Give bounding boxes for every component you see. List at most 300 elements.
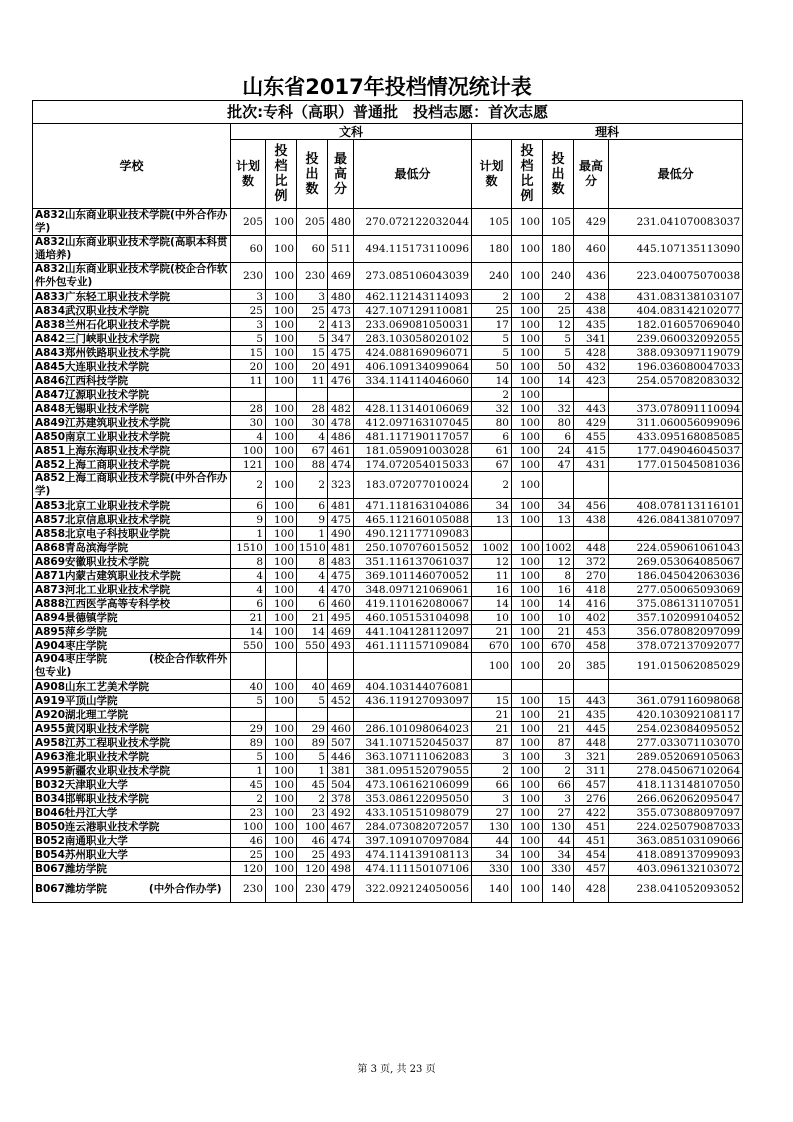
school-name: A833广东轻工职业技术学院 (33, 290, 231, 304)
like-cell: 27 (543, 806, 574, 820)
school-name: B067潍坊学院 (33, 862, 231, 876)
like-cell: 431.083138103107 (609, 290, 743, 304)
school-name: A908山东工艺美术学院 (33, 680, 231, 694)
school-name: A846江西科技学院 (33, 374, 231, 388)
wenke-cell: 1510 (297, 541, 328, 555)
like-cell: 330 (472, 862, 512, 876)
school-name: A852上海工商职业技术学院 (33, 458, 231, 472)
table-row (33, 611, 743, 625)
wenke-cell: 15 (231, 346, 266, 360)
like-cell: 2 (543, 764, 574, 778)
table-row (33, 639, 743, 653)
wenke-cell: 60 (297, 236, 328, 263)
school-name: B050连云港职业技术学院 (33, 820, 231, 834)
school-name: A842三门峡职业技术学院 (33, 332, 231, 346)
like-cell: 311 (574, 764, 609, 778)
like-cell: 357.102099104052 (609, 611, 743, 625)
table-row (33, 541, 743, 555)
like-cell: 451 (574, 820, 609, 834)
school-name: A843郑州铁路职业技术学院 (33, 346, 231, 360)
school-name: B067潍坊学院 (中外合作办学) (33, 876, 231, 903)
wenke-cell: 493 (328, 639, 354, 653)
wenke-cell: 495 (328, 611, 354, 625)
like-cell: 100 (512, 541, 543, 555)
like-cell: 388.093097119079 (609, 346, 743, 360)
table-row (33, 527, 743, 541)
wenke-cell: 46 (297, 834, 328, 848)
like-cell: 16 (472, 583, 512, 597)
wenke-cell: 30 (231, 416, 266, 430)
wenke-cell (266, 653, 297, 680)
like-cell: 269.053064085067 (609, 555, 743, 569)
like-cell: 429 (574, 416, 609, 430)
wenke-cell: 20 (297, 360, 328, 374)
like-cell: 385 (574, 653, 609, 680)
like-cell: 25 (472, 304, 512, 318)
wenke-cell: 2 (297, 472, 328, 499)
wenke-cell: 498 (328, 862, 354, 876)
wenke-cell: 283.103058020102 (354, 332, 472, 346)
like-cell (609, 527, 743, 541)
wenke-cell: 353.086122095050 (354, 792, 472, 806)
wenke-cell: 479 (328, 876, 354, 903)
like-cell (472, 527, 512, 541)
like-cell: 100 (512, 736, 543, 750)
wenke-cell: 473 (328, 304, 354, 318)
wenke-cell: 424.088169096071 (354, 346, 472, 360)
table-row (33, 653, 743, 680)
like-cell: 100 (512, 848, 543, 862)
wenke-cell: 121 (231, 458, 266, 472)
like-cell: 100 (512, 444, 543, 458)
wenke-cell: 428.113140106069 (354, 402, 472, 416)
like-cell: 3 (472, 792, 512, 806)
wenke-cell: 100 (266, 862, 297, 876)
wenke-cell: 100 (266, 611, 297, 625)
like-cell: 21 (543, 625, 574, 639)
wenke-cell: 30 (297, 416, 328, 430)
wenke-cell: 1 (297, 764, 328, 778)
wenke-cell: 482 (328, 402, 354, 416)
like-cell (512, 527, 543, 541)
like-cell: 341 (574, 332, 609, 346)
wenke-cell: 100 (266, 541, 297, 555)
header-like-out: 投出数 (543, 140, 574, 209)
table-row (33, 318, 743, 332)
wenke-cell: 474.111150107106 (354, 862, 472, 876)
like-cell: 13 (543, 513, 574, 527)
like-cell: 2 (472, 764, 512, 778)
wenke-cell: 100 (266, 472, 297, 499)
wenke-cell: 5 (297, 750, 328, 764)
wenke-cell: 481 (328, 499, 354, 513)
school-name: A832山东商业职业技术学院(校企合作软件外包专业) (33, 263, 231, 290)
like-cell (472, 680, 512, 694)
like-cell: 100 (512, 318, 543, 332)
wenke-cell: 474.114139108113 (354, 848, 472, 862)
like-cell: 454 (574, 848, 609, 862)
like-cell: 670 (472, 639, 512, 653)
like-cell: 277.033071103070 (609, 736, 743, 750)
wenke-cell: 378 (328, 792, 354, 806)
like-cell: 415 (574, 444, 609, 458)
school-name: A851上海东海职业技术学院 (33, 444, 231, 458)
wenke-cell: 322.092124050056 (354, 876, 472, 903)
wenke-cell: 67 (297, 444, 328, 458)
like-cell: 21 (472, 722, 512, 736)
table-row (33, 625, 743, 639)
wenke-cell: 481.117190117057 (354, 430, 472, 444)
wenke-cell: 397.109107097084 (354, 834, 472, 848)
wenke-cell: 347 (328, 332, 354, 346)
wenke-cell: 21 (297, 611, 328, 625)
wenke-cell: 100 (266, 876, 297, 903)
table-row (33, 472, 743, 499)
wenke-cell: 100 (266, 597, 297, 611)
like-cell: 453 (574, 625, 609, 639)
table-row (33, 430, 743, 444)
like-cell: 100 (512, 458, 543, 472)
wenke-cell: 480 (328, 290, 354, 304)
like-cell: 448 (574, 541, 609, 555)
like-cell: 80 (543, 416, 574, 430)
like-cell: 422 (574, 806, 609, 820)
like-cell: 438 (574, 290, 609, 304)
like-cell: 456 (574, 499, 609, 513)
wenke-cell: 100 (266, 346, 297, 360)
like-cell: 418.089137099093 (609, 848, 743, 862)
wenke-cell: 100 (266, 625, 297, 639)
like-cell: 231.041070083037 (609, 209, 743, 236)
wenke-cell: 14 (231, 625, 266, 639)
school-name: B052南通职业大学 (33, 834, 231, 848)
table-row (33, 876, 743, 903)
like-cell: 100 (512, 236, 543, 263)
school-name: A895萍乡学院 (33, 625, 231, 639)
like-cell: 373.078091110094 (609, 402, 743, 416)
page-title: 山东省2017年投档情况统计表 (242, 75, 532, 99)
header-like-min: 最低分 (609, 140, 743, 209)
wenke-cell: 11 (297, 374, 328, 388)
wenke-cell: 230 (231, 263, 266, 290)
header-school: 学校 (33, 124, 231, 209)
like-cell: 140 (472, 876, 512, 903)
like-cell (543, 527, 574, 541)
wenke-cell: 100 (266, 318, 297, 332)
wenke-cell: 474 (328, 834, 354, 848)
like-cell: 100 (512, 764, 543, 778)
like-cell: 14 (472, 597, 512, 611)
like-cell: 423 (574, 374, 609, 388)
like-cell: 180 (543, 236, 574, 263)
wenke-cell: 100 (266, 848, 297, 862)
like-cell: 32 (543, 402, 574, 416)
wenke-cell: 100 (266, 694, 297, 708)
table-row (33, 263, 743, 290)
header-wenke: 文科 (231, 124, 472, 140)
wenke-cell: 6 (231, 597, 266, 611)
like-cell: 435 (574, 318, 609, 332)
like-cell: 418 (574, 583, 609, 597)
like-cell: 87 (472, 736, 512, 750)
wenke-cell: 100 (266, 290, 297, 304)
like-cell: 140 (543, 876, 574, 903)
like-cell: 100 (512, 569, 543, 583)
table-row (33, 458, 743, 472)
school-name: A853北京工业职业技术学院 (33, 499, 231, 513)
wenke-cell: 5 (297, 694, 328, 708)
like-cell: 100 (512, 555, 543, 569)
table-row (33, 778, 743, 792)
wenke-cell: 471.118163104086 (354, 499, 472, 513)
like-cell: 455 (574, 430, 609, 444)
like-cell: 356.078082097099 (609, 625, 743, 639)
school-name: A871内蒙古建筑职业技术学院 (33, 569, 231, 583)
table-row (33, 750, 743, 764)
school-name: A888江西医学高等专科学校 (33, 597, 231, 611)
wenke-cell: 23 (297, 806, 328, 820)
like-cell: 100 (512, 639, 543, 653)
wenke-cell: 1 (297, 527, 328, 541)
like-cell: 254.023084095052 (609, 722, 743, 736)
wenke-cell: 100 (266, 209, 297, 236)
like-cell: 11 (472, 569, 512, 583)
like-cell: 2 (472, 388, 512, 402)
wenke-cell: 1510 (231, 541, 266, 555)
school-name: A848无锡职业技术学院 (33, 402, 231, 416)
wenke-cell: 40 (297, 680, 328, 694)
wenke-cell (354, 708, 472, 722)
wenke-cell: 460 (328, 597, 354, 611)
table-row (33, 597, 743, 611)
wenke-cell (328, 708, 354, 722)
wenke-cell: 25 (231, 304, 266, 318)
wenke-cell: 494.115173110096 (354, 236, 472, 263)
like-cell: 12 (543, 555, 574, 569)
wenke-cell: 475 (328, 346, 354, 360)
like-cell: 14 (543, 374, 574, 388)
wenke-cell: 5 (297, 332, 328, 346)
wenke-cell: 475 (328, 569, 354, 583)
table-row (33, 374, 743, 388)
like-cell (574, 680, 609, 694)
school-name: B046牡丹江大学 (33, 806, 231, 820)
wenke-cell: 100 (266, 374, 297, 388)
school-name: B032天津职业大学 (33, 778, 231, 792)
wenke-cell: 492 (328, 806, 354, 820)
wenke-cell: 25 (297, 304, 328, 318)
wenke-cell: 100 (231, 444, 266, 458)
wenke-cell: 25 (297, 848, 328, 862)
admission-table (32, 100, 743, 903)
like-cell: 100 (512, 750, 543, 764)
like-cell: 10 (543, 611, 574, 625)
batch-row (33, 101, 743, 124)
like-cell: 100 (512, 388, 543, 402)
wenke-cell (231, 708, 266, 722)
like-cell: 451 (574, 834, 609, 848)
wenke-cell: 250.107076015052 (354, 541, 472, 555)
wenke-cell: 40 (231, 680, 266, 694)
wenke-cell: 550 (297, 639, 328, 653)
like-cell: 278.045067102064 (609, 764, 743, 778)
wenke-cell: 419.110162080067 (354, 597, 472, 611)
wenke-cell: 29 (231, 722, 266, 736)
school-name: A852上海工商职业技术学院(中外合作办学) (33, 472, 231, 499)
table-row (33, 444, 743, 458)
wenke-cell: 412.097163107045 (354, 416, 472, 430)
wenke-cell: 100 (266, 680, 297, 694)
wenke-cell: 183.072077010024 (354, 472, 472, 499)
wenke-cell: 8 (297, 555, 328, 569)
wenke-cell: 404.103144076081 (354, 680, 472, 694)
like-cell: 277.050065093069 (609, 583, 743, 597)
like-cell: 2 (472, 472, 512, 499)
wenke-cell (354, 653, 472, 680)
like-cell: 21 (472, 625, 512, 639)
like-cell: 100 (512, 611, 543, 625)
like-cell: 3 (543, 792, 574, 806)
like-cell: 330 (543, 862, 574, 876)
table-row (33, 236, 743, 263)
like-cell: 254.057082083032 (609, 374, 743, 388)
like-cell: 100 (512, 346, 543, 360)
like-cell: 460 (574, 236, 609, 263)
table-row (33, 708, 743, 722)
like-cell: 239.060032092055 (609, 332, 743, 346)
like-cell: 100 (512, 513, 543, 527)
school-name: A849江苏建筑职业技术学院 (33, 416, 231, 430)
like-cell: 289.052069105063 (609, 750, 743, 764)
like-cell: 100 (512, 876, 543, 903)
wenke-cell: 1 (231, 764, 266, 778)
wenke-cell: 1 (231, 527, 266, 541)
wenke-cell: 491 (328, 360, 354, 374)
wenke-cell: 493 (328, 848, 354, 862)
like-cell: 20 (543, 653, 574, 680)
wenke-cell: 441.104128112097 (354, 625, 472, 639)
wenke-cell: 341.107152045037 (354, 736, 472, 750)
like-cell: 100 (512, 583, 543, 597)
like-cell: 32 (472, 402, 512, 416)
wenke-cell: 270.072122032044 (354, 209, 472, 236)
wenke-cell: 381 (328, 764, 354, 778)
wenke-cell (297, 653, 328, 680)
wenke-cell: 100 (266, 639, 297, 653)
wenke-cell: 284.073082072057 (354, 820, 472, 834)
wenke-cell: 490.121177109083 (354, 527, 472, 541)
wenke-cell: 465.112160105088 (354, 513, 472, 527)
like-cell (543, 472, 574, 499)
header-wenke-out: 投出数 (297, 140, 328, 209)
table-row (33, 583, 743, 597)
like-cell: 443 (574, 402, 609, 416)
like-cell: 433.095168085085 (609, 430, 743, 444)
wenke-cell: 348.097121069061 (354, 583, 472, 597)
wenke-cell: 483 (328, 555, 354, 569)
like-cell: 404.083142102077 (609, 304, 743, 318)
like-cell: 10 (472, 611, 512, 625)
wenke-cell (231, 653, 266, 680)
wenke-cell: 100 (297, 820, 328, 834)
like-cell: 61 (472, 444, 512, 458)
school-name: A832山东商业职业技术学院(高职本科贯通培养) (33, 236, 231, 263)
wenke-cell: 469 (328, 625, 354, 639)
like-cell: 24 (543, 444, 574, 458)
like-cell (609, 388, 743, 402)
header-wenke-plan: 计划数 (231, 140, 266, 209)
wenke-cell: 427.107129110081 (354, 304, 472, 318)
table-row (33, 569, 743, 583)
like-cell: 363.085103109066 (609, 834, 743, 848)
wenke-cell: 490 (328, 527, 354, 541)
like-cell: 87 (543, 736, 574, 750)
table-row (33, 332, 743, 346)
like-cell: 100 (512, 402, 543, 416)
like-cell: 457 (574, 862, 609, 876)
wenke-cell: 205 (297, 209, 328, 236)
wenke-cell: 469 (328, 680, 354, 694)
like-cell: 100 (512, 597, 543, 611)
school-name: A904枣庄学院 (校企合作软件外包专业) (33, 653, 231, 680)
wenke-cell: 23 (231, 806, 266, 820)
wenke-cell: 100 (266, 778, 297, 792)
table-row (33, 820, 743, 834)
like-cell: 100 (512, 304, 543, 318)
like-cell: 321 (574, 750, 609, 764)
like-cell: 67 (472, 458, 512, 472)
like-cell: 435 (574, 708, 609, 722)
like-cell: 355.073088097097 (609, 806, 743, 820)
like-cell: 2 (472, 290, 512, 304)
wenke-cell: 550 (231, 639, 266, 653)
wenke-cell: 4 (297, 569, 328, 583)
wenke-cell: 11 (231, 374, 266, 388)
like-cell: 428 (574, 346, 609, 360)
header-wenke-min: 最低分 (354, 140, 472, 209)
school-name: A847辽源职业技术学院 (33, 388, 231, 402)
wenke-cell: 89 (297, 736, 328, 750)
wenke-cell: 100 (266, 402, 297, 416)
wenke-cell (266, 708, 297, 722)
wenke-cell: 486 (328, 430, 354, 444)
wenke-cell: 334.114114046060 (354, 374, 472, 388)
header-like-ratio: 投档比例 (512, 140, 543, 209)
school-name: A838兰州石化职业技术学院 (33, 318, 231, 332)
like-cell: 196.036080047033 (609, 360, 743, 374)
like-cell: 13 (472, 513, 512, 527)
like-cell: 266.062062095047 (609, 792, 743, 806)
like-cell: 66 (543, 778, 574, 792)
wenke-cell: 436.119127093097 (354, 694, 472, 708)
like-cell (512, 680, 543, 694)
wenke-cell: 45 (297, 778, 328, 792)
wenke-cell: 461.111157109084 (354, 639, 472, 653)
school-name: A857北京信息职业技术学院 (33, 513, 231, 527)
like-cell: 445.107135113090 (609, 236, 743, 263)
school-name: A955黄冈职业技术学院 (33, 722, 231, 736)
like-cell: 438 (574, 304, 609, 318)
school-name: A873河北工业职业技术学院 (33, 583, 231, 597)
wenke-cell: 29 (297, 722, 328, 736)
like-cell: 100 (512, 499, 543, 513)
table-row (33, 209, 743, 236)
wenke-cell: 100 (266, 583, 297, 597)
wenke-cell: 4 (231, 583, 266, 597)
like-cell: 100 (512, 806, 543, 820)
like-cell: 1002 (543, 541, 574, 555)
wenke-cell: 100 (266, 304, 297, 318)
